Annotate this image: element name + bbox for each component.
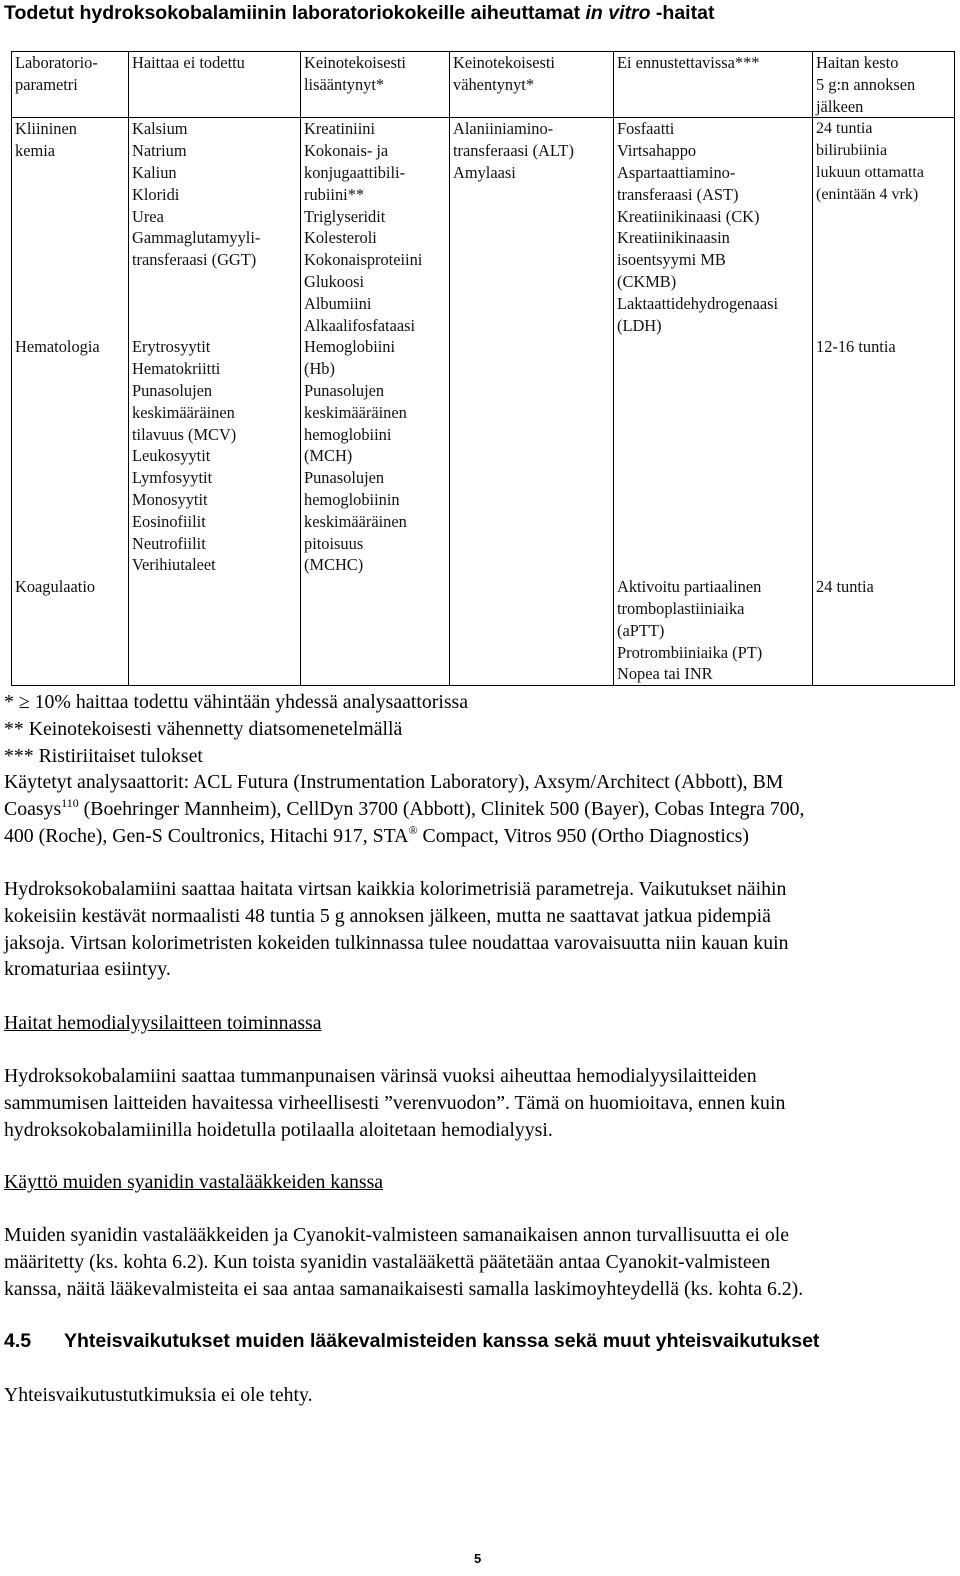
text-line: transferaasi (GGT) (132, 250, 257, 270)
text-line: Aktivoitu partiaalinen (617, 577, 762, 597)
text-line: Triglyseridit (304, 206, 386, 226)
text-line: sammumisen laitteiden havaitessa virheellisesti ”verenvuodon”. Tämä on huomioitava, ennen kuin (4, 1091, 786, 1114)
text-line: Kreatiniini (304, 119, 376, 139)
footnotes (4, 689, 954, 850)
subheading-antidotes: Käyttö muiden syanidin vastalääkkeiden kanssa (4, 1171, 384, 1193)
section-heading (4, 1330, 819, 1353)
paragraph-hemodialysis (4, 1063, 949, 1143)
row-no-interference (129, 576, 301, 685)
row-increased (301, 576, 450, 685)
footnote-2: ** Keinotekoisesti vähennetty diatsomenetelmällä (4, 717, 403, 740)
text-line: Eosinofiilit (132, 511, 206, 531)
text-line: 24 tuntia (816, 120, 873, 138)
text-line: tilavuus (MCV) (132, 424, 237, 444)
text-line: Nopea tai INR (617, 664, 713, 684)
text-line: kromaturiaa esiintyy. (4, 958, 171, 981)
row-unpredictable (614, 118, 813, 336)
text-line: keskimääräinen (132, 402, 235, 422)
header-parameter (12, 52, 129, 118)
text-line: Laktaattidehydrogenaasi (617, 293, 779, 313)
text-line: jälkeen (816, 96, 864, 116)
text-line: 24 tuntia (816, 577, 874, 597)
text-line: parametri (15, 74, 78, 94)
table-row (12, 336, 955, 576)
text-line: Kokonais- ja (304, 141, 389, 161)
text-line: Haitan kesto (816, 53, 899, 72)
text-line: Kloridi (132, 184, 180, 204)
text-line: määritetty (ks. kohta 6.2). Kun toista syanidin vastalääkettä päätetään antaa Cyanokit-valmisteen (4, 1250, 771, 1273)
text-line: Hematologia (15, 337, 100, 357)
text-line: 5 g:n annoksen (816, 74, 916, 94)
header-no-interference (129, 52, 301, 118)
text-line: Hemoglobiini (304, 337, 396, 357)
paragraph-urine-colorimetric (4, 876, 949, 983)
text-line: (aPTT) (617, 620, 665, 640)
text-line: keskimääräinen (304, 511, 407, 531)
text-line: Kolesteroli (304, 228, 377, 248)
text-line: transferaasi (ALT) (453, 141, 574, 161)
row-parameter (12, 118, 129, 336)
text-line: Neutrofiilit (132, 533, 206, 553)
analyzers-line-3: 400 (Roche), Gen-S Coultronics, Hitachi 917, STA® Compact, Vitros 950 (Ortho Diagnostics) (4, 822, 749, 847)
text-line: Leukosyytit (132, 446, 211, 466)
text-line: Kreatiinikinaasin (617, 228, 730, 248)
table-row (12, 576, 955, 685)
text-line: Kokonaisproteiini (304, 250, 423, 270)
row-unpredictable (614, 336, 813, 576)
text-line: (CKMB) (617, 271, 677, 291)
row-duration (813, 576, 955, 685)
text-line: Hydroksokobalamiini saattaa tummanpunaisen värinsä vuoksi aiheuttaa hemodialyysilaitteiden (4, 1065, 757, 1087)
row-no-interference (129, 336, 301, 576)
text-line: Hematokriitti (132, 359, 221, 379)
text-line: kanssa, näitä lääkevalmisteita ei saa antaa samanaikaisesti samalla laskimoyhteydellä (ks. kohta 6.2). (4, 1277, 804, 1300)
text-line: Urea (132, 206, 164, 226)
text-line: Kreatiinikinaasi (CK) (617, 206, 760, 226)
text-line: Keinotekoisesti (453, 53, 555, 72)
row-parameter (12, 336, 129, 576)
row-duration (813, 118, 955, 336)
text-line: vähentynyt* (453, 74, 535, 94)
text-line: Keinotekoisesti (304, 53, 406, 72)
text-line: Monosyytit (132, 489, 208, 509)
paragraph-antidotes (4, 1222, 949, 1302)
text-line: Verihiutaleet (132, 555, 216, 575)
text-line: transferaasi (AST) (617, 184, 739, 204)
text-line: rubiini** (304, 184, 365, 204)
text-line: hydroksokobalamiinilla hoidetulla potilaalla aloitetaan hemodialyysi. (4, 1118, 553, 1141)
row-duration (813, 336, 955, 576)
text-line: pitoisuus (304, 533, 364, 553)
text-line: Punasolujen (304, 468, 385, 488)
text-line: kemia (15, 141, 56, 161)
text-line: Hydroksokobalamiini saattaa haitata virtsan kaikkia kolorimetrisiä parametreja. Vaikutukset näihin (4, 878, 787, 900)
row-decreased (450, 118, 614, 336)
text-line: Ei ennustettavissa*** (617, 53, 760, 72)
text-line: Erytrosyytit (132, 337, 211, 357)
text-line: Protrombiiniaika (PT) (617, 642, 763, 662)
text-line: (MCHC) (304, 555, 364, 575)
subheading-hemodialysis: Haitat hemodialyysilaitteen toiminnassa (4, 1012, 322, 1034)
row-unpredictable (614, 576, 813, 685)
row-decreased (450, 576, 614, 685)
section-number: 4.5 (4, 1330, 32, 1352)
text-line: (LDH) (617, 315, 662, 335)
text-line: Alaniiniamino- (453, 119, 554, 139)
row-decreased (450, 336, 614, 576)
text-line: bilirubiinia (816, 142, 888, 160)
text-line: konjugaattibili- (304, 162, 406, 182)
text-line: hemoglobiinin (304, 489, 400, 509)
text-line: Kalsium (132, 119, 188, 139)
text-line: 12-16 tuntia (816, 337, 896, 357)
row-increased (301, 336, 450, 576)
row-no-interference (129, 118, 301, 336)
footnote-3: *** Ristiriitaiset tulokset (4, 744, 203, 767)
text-line: Glukoosi (304, 271, 365, 291)
text-line: keskimääräinen (304, 402, 407, 422)
row-increased (301, 118, 450, 336)
interference-table (11, 51, 955, 686)
header-duration (813, 52, 955, 118)
row-parameter (12, 576, 129, 685)
text-line: Punasolujen (132, 380, 213, 400)
text-line: Albumiini (304, 293, 372, 313)
header-unpredictable (614, 52, 813, 118)
text-line: Koagulaatio (15, 577, 96, 597)
table-header-row (12, 52, 955, 118)
text-line: Muiden syanidin vastalääkkeiden ja Cyanokit-valmisteen samanaikaisen annon turvallisuutta ei ole (4, 1224, 789, 1246)
text-line: kokeisiin kestävät normaalisti 48 tuntia 5 g annoksen jälkeen, mutta ne saattavat jatkua pidempiä (4, 904, 771, 927)
text-line: Amylaasi (453, 162, 516, 182)
text-line: Virtsahappo (617, 141, 697, 161)
text-line: Laboratorio- (15, 53, 98, 72)
text-line: isoentsyymi MB (617, 250, 726, 270)
page-number: 5 (474, 1551, 482, 1566)
header-decreased (450, 52, 614, 118)
text-line: (Hb) (304, 359, 335, 379)
text-line: Gammaglutamyyli- (132, 228, 261, 248)
text-line: Alkaalifosfataasi (304, 315, 416, 335)
footnote-1: * ≥ 10% haittaa todettu vähintään yhdessä analysaattorissa (4, 691, 469, 713)
table-row (12, 118, 955, 336)
text-line: (MCH) (304, 446, 353, 466)
text-line: Kaliun (132, 162, 177, 182)
text-line: jaksoja. Virtsan kolorimetristen kokeiden tulkinnassa tulee noudattaa varovaisuutta niin kauan kuin (4, 931, 789, 954)
text-line: Natrium (132, 141, 187, 161)
text-line: Kliininen (15, 119, 77, 139)
text-line: lukuun ottamatta (816, 163, 924, 181)
text-line: lisääntynyt* (304, 74, 385, 94)
text-line: Aspartaattiamino- (617, 162, 736, 182)
text-line: hemoglobiini (304, 424, 392, 444)
text-line: Fosfaatti (617, 119, 675, 139)
analyzers-line-2: Coasys$^{110}$ (Boehringer Mannheim), CellDyn 3700 (Abbott), Clinitek 500 (Bayer), Cobas Integra 700, (4, 796, 805, 821)
text-line: Lymfosyytit (132, 468, 213, 488)
header-increased (301, 52, 450, 118)
text-line: tromboplastiiniaika (617, 598, 745, 618)
paragraph-interactions: Yhteisvaikutustutkimuksia ei ole tehty. (4, 1384, 313, 1406)
analyzers-line-1: Käytetyt analysaattorit: ACL Futura (Instrumentation Laboratory), Axsym/Architect (Abbott), BM (4, 771, 784, 794)
text-line: Punasolujen (304, 380, 385, 400)
section-title: Yhteisvaikutukset muiden lääkevalmisteiden kanssa sekä muut yhteisvaikutukset (64, 1330, 820, 1352)
text-line: Haittaa ei todettu (132, 53, 245, 72)
text-line: (enintään 4 vrk) (816, 185, 919, 203)
table-title: Todetut hydroksokobalamiinin laboratoriokokeille aiheuttamat in vitro -haitat (4, 2, 715, 24)
